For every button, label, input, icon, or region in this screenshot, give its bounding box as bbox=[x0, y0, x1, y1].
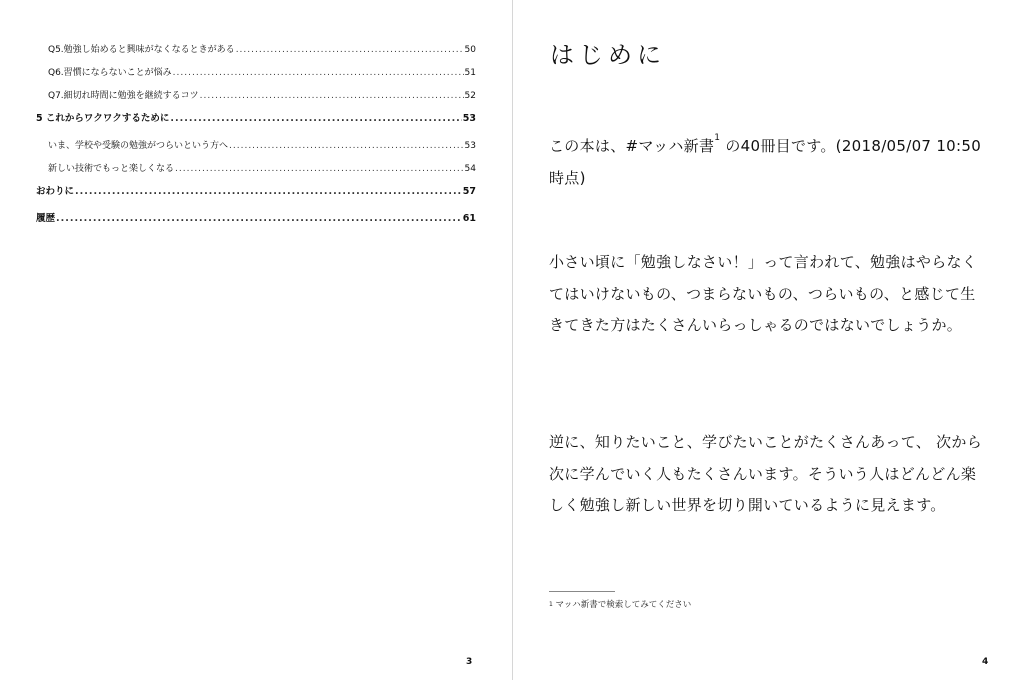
toc-leader-dots bbox=[173, 65, 464, 81]
right-page bbox=[513, 0, 1024, 680]
toc-entry-page: 57 bbox=[462, 186, 476, 197]
footnote bbox=[549, 598, 691, 612]
toc-entry-page: 51 bbox=[464, 68, 476, 78]
toc-leader-dots bbox=[170, 111, 461, 127]
paragraph-intro-text-a: この本は、#マッハ新書 bbox=[549, 137, 715, 155]
toc-leader-dots bbox=[56, 211, 462, 227]
toc-entry-page: 54 bbox=[464, 164, 476, 174]
page-number-right: 4 bbox=[982, 657, 989, 667]
toc-entry-page: 50 bbox=[464, 45, 476, 55]
toc-entry[interactable] bbox=[36, 88, 476, 111]
toc-entry[interactable] bbox=[36, 161, 476, 184]
toc-entry-title: Q7.細切れ時間に勉強を継続するコツ bbox=[48, 91, 199, 101]
paragraph-body-2: 逆に、知りたいこと、学びたいことがたくさんあって、 次から次に学んでいく人もたくさんいます。そういう人はどんどん楽しく勉強し新しい世界を切り開いているように見えます。 bbox=[549, 433, 983, 514]
paragraph-intro-text-b: の40冊目です。(2018/05/07 10:50時点) bbox=[549, 137, 982, 187]
footnote-reference[interactable]: 1 bbox=[714, 133, 721, 143]
toc-entry-title: 5 これからワクワクするために bbox=[36, 113, 170, 124]
toc-chapter-entry[interactable] bbox=[36, 211, 476, 238]
footnote-divider bbox=[549, 591, 615, 592]
footnote-mark: 1 bbox=[549, 601, 553, 608]
toc-entry[interactable] bbox=[36, 42, 476, 65]
toc-entry-page: 53 bbox=[462, 113, 476, 124]
footnote-text: マッハ新書で検索してみてください bbox=[555, 600, 692, 610]
paragraph-intro bbox=[549, 131, 989, 194]
toc-leader-dots bbox=[200, 88, 464, 104]
toc-entry-title: いま、学校や受験の勉強がつらいという方へ bbox=[48, 141, 229, 151]
toc-chapter-entry[interactable] bbox=[36, 184, 476, 211]
page-title: はじめに bbox=[550, 41, 666, 69]
toc-entry-page: 53 bbox=[464, 141, 476, 151]
toc-entry[interactable] bbox=[36, 65, 476, 88]
toc-entry-title: Q6.習慣にならないことが悩み bbox=[48, 68, 172, 78]
toc-entry-title: Q5.勉強し始めると興味がなくなるときがある bbox=[48, 45, 235, 55]
toc-leader-dots bbox=[75, 184, 462, 200]
toc-entry-title: 履歴 bbox=[36, 213, 56, 224]
toc-leader-dots bbox=[175, 161, 464, 177]
toc-entry-page: 61 bbox=[462, 213, 476, 224]
toc-leader-dots bbox=[229, 138, 464, 154]
toc-leader-dots bbox=[236, 42, 464, 58]
toc-entry-title: おわりに bbox=[36, 186, 75, 197]
toc-chapter-entry[interactable] bbox=[36, 111, 476, 138]
table-of-contents bbox=[36, 42, 476, 238]
page-number-left: 3 bbox=[466, 657, 473, 667]
toc-entry[interactable] bbox=[36, 138, 476, 161]
toc-entry-title: 新しい技術でもっと楽しくなる bbox=[48, 164, 175, 174]
paragraph-body-1: 小さい頃に「勉強しなさい！」って言われて、勉強はやらなくてはいけないもの、つまらないもの、つらいもの、と感じて生きてきた方はたくさんいらっしゃるのではないでしょうか。 bbox=[549, 253, 978, 334]
toc-entry-page: 52 bbox=[464, 91, 476, 101]
